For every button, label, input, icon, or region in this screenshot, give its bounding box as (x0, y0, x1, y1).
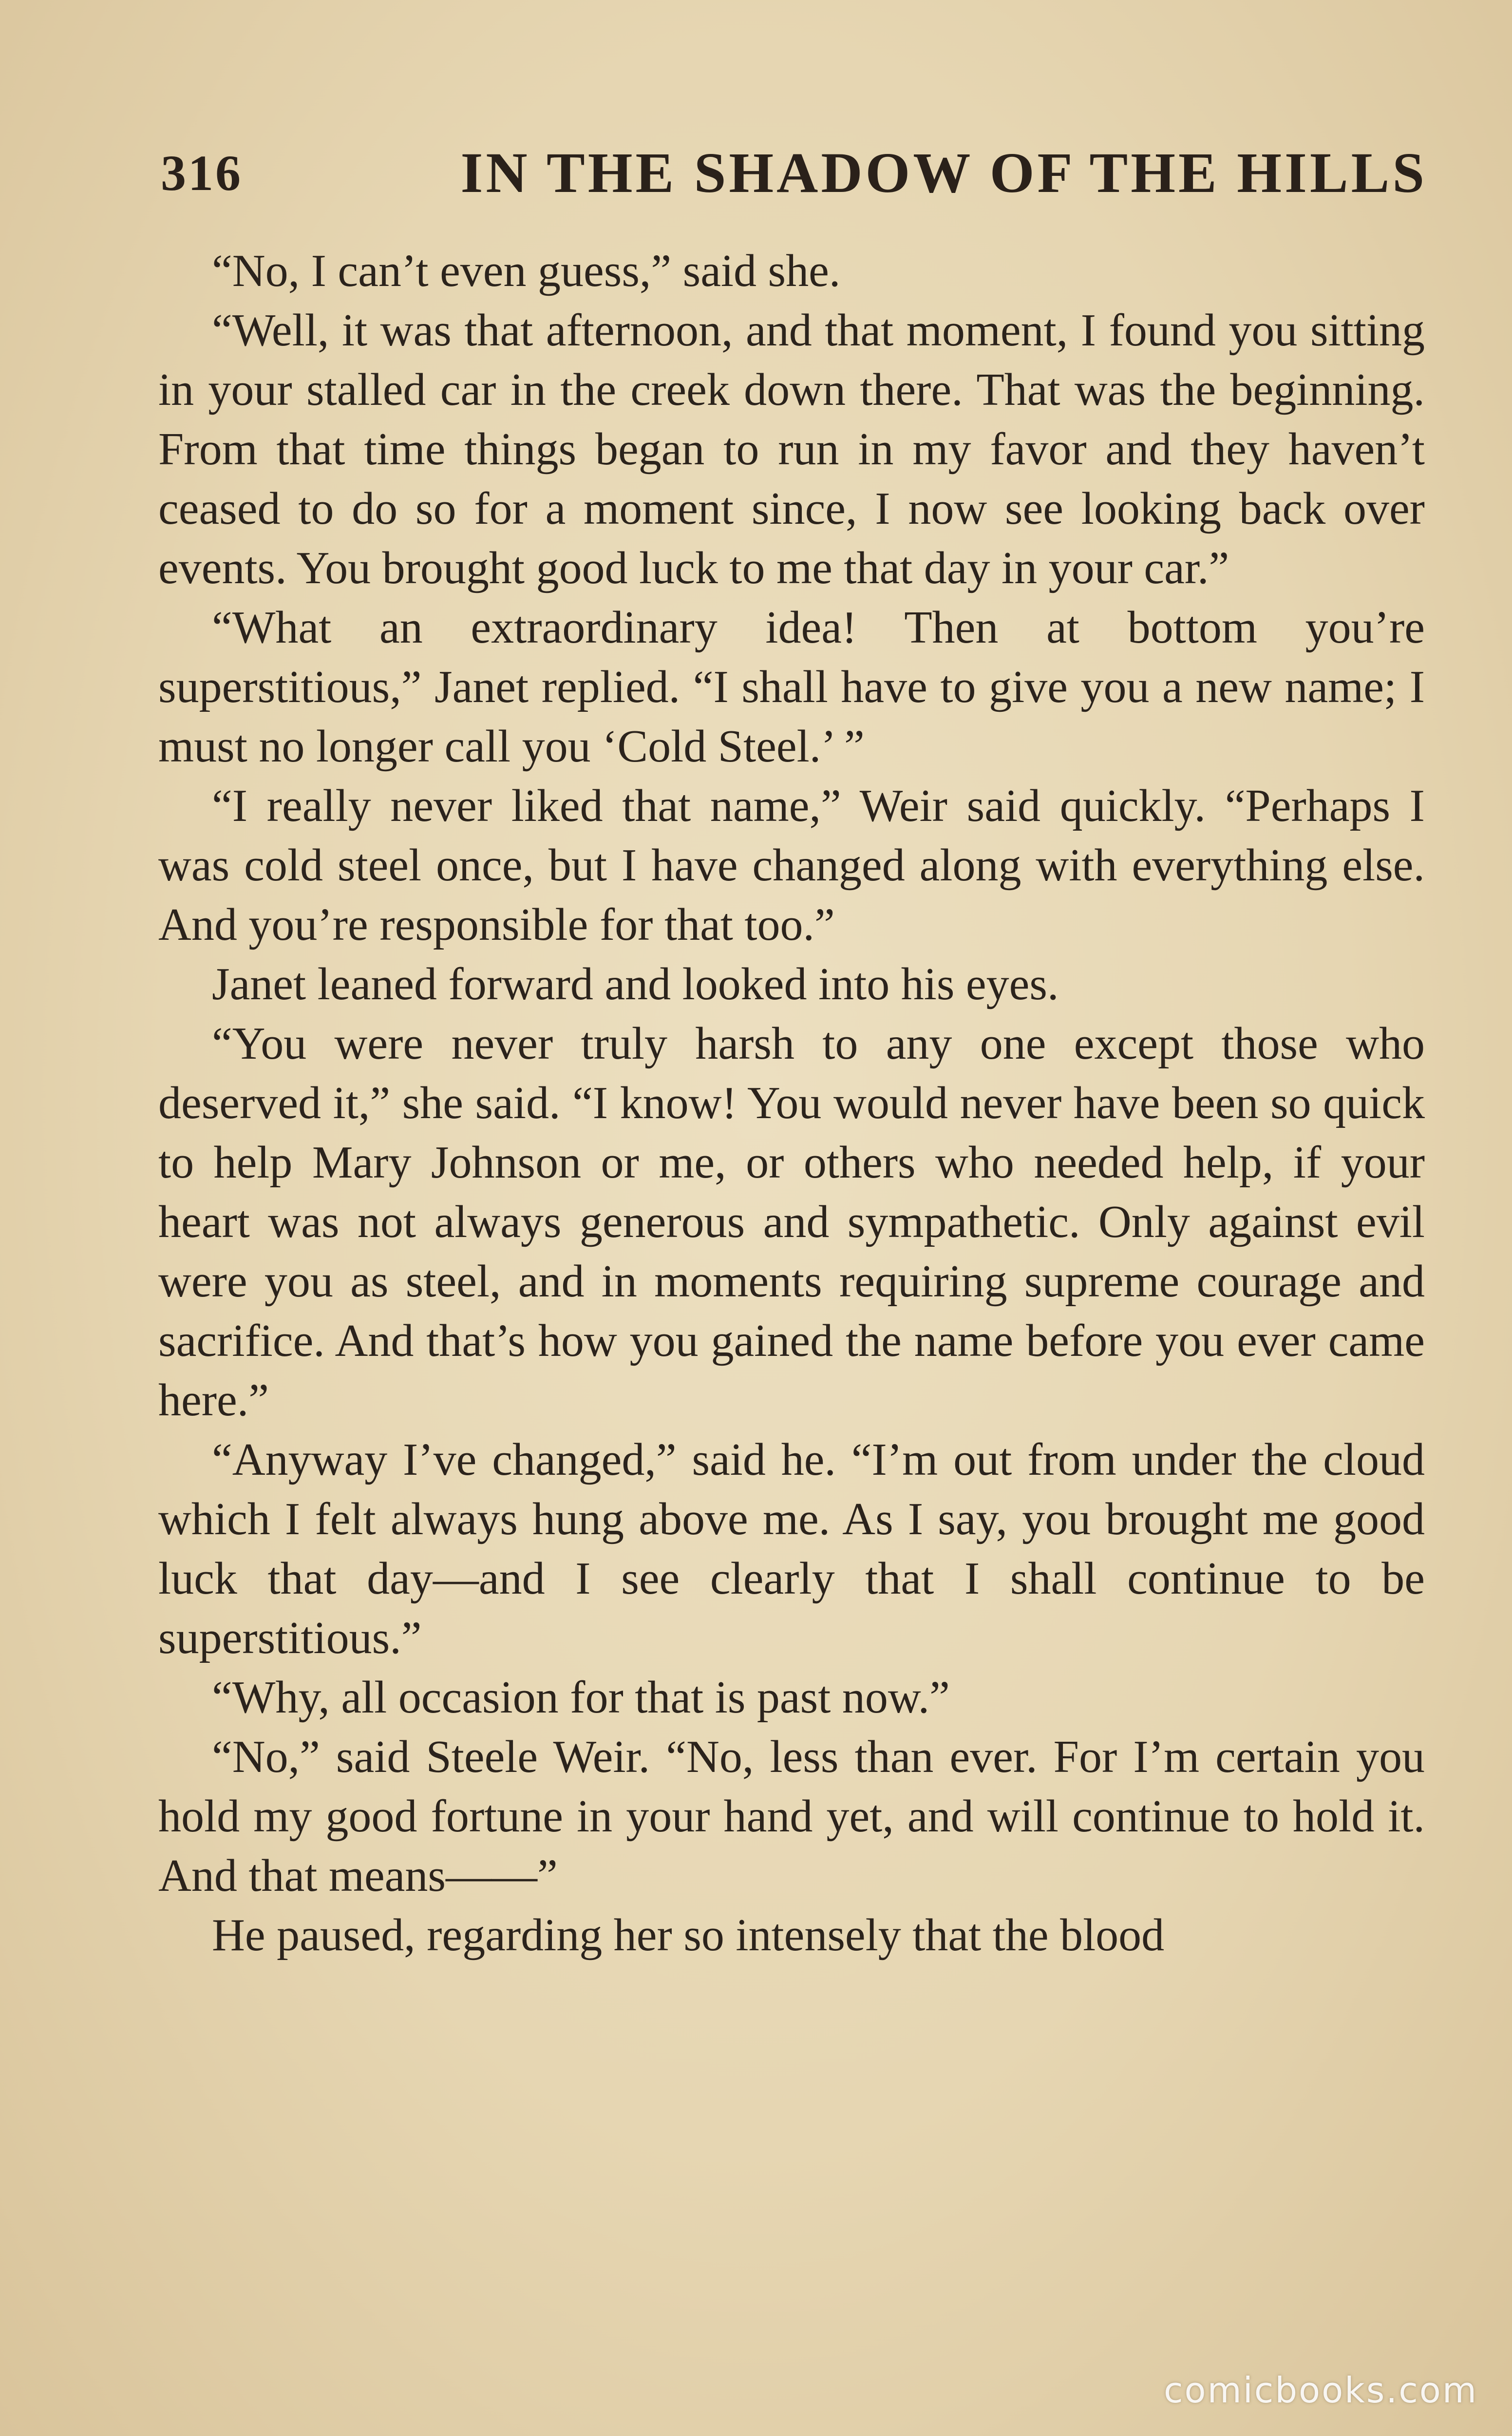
paragraph: “I really never liked that name,” Weir said quickly. “Perhaps I was cold steel once, but I have changed along with everything else. And you’re responsible for that too.” (158, 780, 1425, 950)
page-header (161, 136, 1427, 209)
watermark: comicbooks.com (1163, 2370, 1478, 2411)
paragraph: “What an extraordinary idea! Then at bottom you’re superstitious,” Janet replied. “I shall have to give you a new name; I must no longer call you ‘Cold Steel.’ ” (158, 602, 1425, 772)
paragraph: Janet leaned forward and looked into his eyes. (212, 959, 1059, 1009)
paragraph: “You were never truly harsh to any one except those who deserved it,” she said. “I know! You would never have been so quick to help Mary Johnson or me, or others who needed help, if your heart was not always generous and sympathetic. Only against evil were you as steel, and in moments requiring supreme courage and sacrifice. And that’s how you gained the name before you ever came here.” (158, 1018, 1425, 1426)
paragraph: “No, I can’t even guess,” said she. (212, 246, 841, 296)
paragraph: He paused, regarding her so intensely that the blood (212, 1910, 1165, 1960)
paragraph: “Well, it was that afternoon, and that moment, I found you sitting in your stalled car in the creek down there. That was the beginning. From that time things began to run in my favor and they haven’t ceased to do so for a moment since, I now see looking back over events. You brought good luck to me that day in your car.” (158, 305, 1425, 593)
running-title: IN THE SHADOW OF THE HILLS (460, 141, 1427, 205)
paragraph: “Why, all occasion for that is past now.” (212, 1672, 950, 1723)
page-number: 316 (161, 145, 243, 201)
paragraph: “Anyway I’ve changed,” said he. “I’m out from under the cloud which I felt always hung above me. As I say, you brought me good luck that day—and I see clearly that I shall continue to be superstitious.” (158, 1434, 1425, 1663)
body-text (158, 241, 1425, 1965)
paragraph: “No,” said Steele Weir. “No, less than ever. For I’m certain you hold my good fortune in your hand yet, and will continue to hold it. And that means——” (158, 1732, 1425, 1901)
